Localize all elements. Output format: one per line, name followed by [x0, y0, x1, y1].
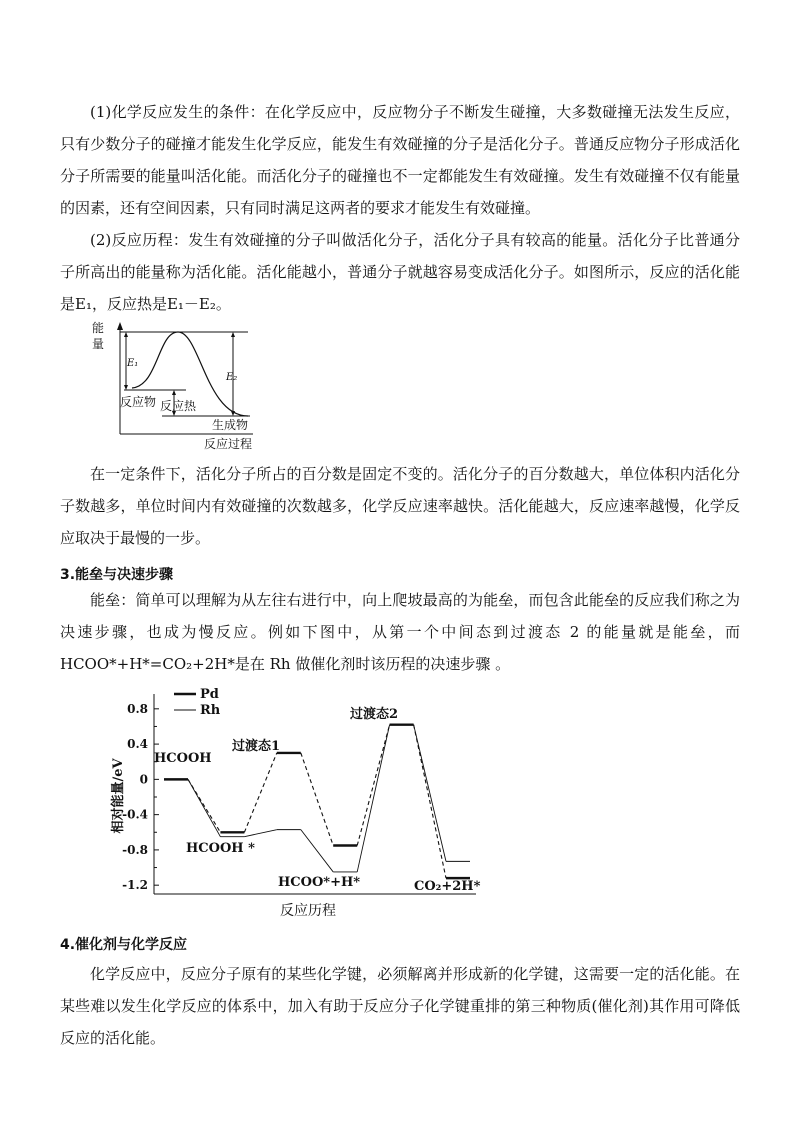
heading-energy-barrier: 3.能垒与决速步骤	[60, 567, 174, 583]
e1-arrow-head-bottom	[124, 385, 128, 390]
connector-rh	[188, 779, 220, 836]
connector-pd	[244, 753, 276, 832]
heat-arrow-head-top	[172, 390, 176, 395]
state-label-ts1: 过渡态1	[232, 739, 281, 754]
heading-catalyst: 4.催化剂与化学反应	[60, 937, 188, 953]
state-label-hcooh-ads: HCOOH *	[186, 841, 255, 856]
legend-rh-label: Rh	[200, 703, 221, 718]
paragraph-activated-percentage: 在一定条件下，活化分子所占的百分数是固定不变的。活化分子的百分数越大，单位体积内活化分子数越多，单位时间内有效碰撞的次数越多，化学反应速率越快。活化能越大，反应速率越慢，化学反应取决于最慢的一步。	[60, 465, 740, 547]
e2-label: E₂	[226, 372, 238, 383]
e2-arrow-head-top	[231, 332, 235, 337]
legend-pd-label: Pd	[200, 687, 219, 702]
e2-arrow-head-bottom	[231, 411, 235, 416]
connector-rh	[244, 830, 276, 837]
y-axis-label-bottom: 量	[92, 337, 105, 351]
connector-pd	[357, 725, 389, 846]
connector-pd	[301, 753, 333, 846]
state-label-ts2: 过渡态2	[350, 707, 399, 722]
connector-pd	[414, 725, 446, 878]
state-label-hcooh: HCOOH	[154, 751, 212, 766]
y-tick-label: 0.4	[127, 737, 148, 752]
state-label-co2: CO₂+2H*	[414, 879, 481, 894]
e1-arrow-head-top	[124, 332, 128, 337]
reactant-label: 反应物	[120, 395, 157, 409]
connector-rh	[357, 725, 389, 872]
y-axis-arrow	[117, 322, 123, 330]
state-label-hcoo-h: HCOO*+H*	[278, 875, 361, 890]
y-tick-label: -0.8	[122, 842, 148, 857]
connector-rh	[301, 830, 333, 872]
paragraph-reaction-process: (2)反应历程：发生有效碰撞的分子叫做活化分子，活化分子具有较高的能量。活化分子比普通分子所高出的能量称为活化能。活化能越小，普通分子就越容易变成活化分子。如图所示，反应的活化能是E₁，反应热是E₁－E₂。	[60, 231, 740, 313]
relative-energy-chart	[108, 680, 508, 920]
x-axis-label: 反应过程	[204, 437, 253, 451]
x-axis-label: 反应历程	[280, 903, 336, 919]
y-axis-label-top: 能	[92, 321, 105, 335]
paragraph-energy-barrier: 能垒：简单可以理解为从左往右进行中，向上爬坡最高的为能垒，而包含此能垒的反应我们称之为决速步骤，也成为慢反应。例如下图中，从第一个中间态到过渡态 2 的能量就是能垒，而 HCOO*+H*=CO₂+2H*是在 Rh 做催化剂时该历程的决速步骤 。	[60, 591, 740, 673]
product-label: 生成物	[212, 418, 249, 432]
y-tick-label: -0.4	[122, 807, 148, 822]
connector-rh	[414, 725, 446, 862]
y-tick-label: 0.8	[127, 701, 148, 716]
e1-label: E₁	[127, 358, 139, 369]
energy-profile-figure	[88, 318, 268, 458]
y-axis-label: 相对能量/eV	[111, 758, 126, 834]
y-tick-label: 0	[139, 772, 148, 787]
paragraph-catalyst: 化学反应中，反应分子原有的某些化学键，必须解离并形成新的化学键，这需要一定的活化能。在某些难以发生化学反应的体系中，加入有助于反应分子化学键重排的第三种物质(催化剂)其作用可降低反应的活化能。	[60, 965, 740, 1047]
heat-label: 反应热	[160, 399, 197, 413]
y-tick-label: -1.2	[122, 878, 148, 893]
paragraph-activation-conditions: (1)化学反应发生的条件：在化学反应中，反应物分子不断发生碰撞，大多数碰撞无法发生反应，只有少数分子的碰撞才能发生化学反应，能发生有效碰撞的分子是活化分子。普通反应物分子形成活化分子所需要的能量叫活化能。而活化分子的碰撞也不一定都能发生有效碰撞。发生有效碰撞不仅有能量的因素，还有空间因素，只有同时满足这两者的要求才能发生有效碰撞。	[60, 103, 740, 217]
